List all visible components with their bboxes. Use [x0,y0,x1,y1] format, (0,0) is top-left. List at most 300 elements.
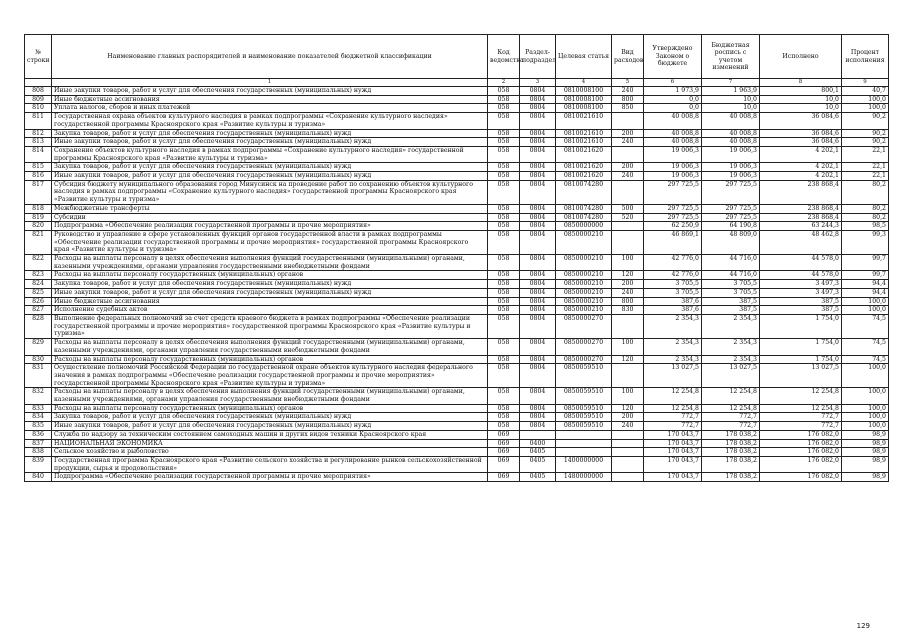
expense-type-cell: 100 [612,255,644,271]
row-number-cell: 827 [25,306,52,315]
section-cell: 0804 [520,404,556,413]
approved-cell: 2 354,3 [644,355,702,364]
header-row-number: № строки [25,35,52,79]
row-number-cell: 813 [25,138,52,147]
row-name-cell: Расходы на выплаты персоналу в целях обеспечения выполнения функций государственными (муниципальными) органами, казенными учреждениями, органами управления государственными внебюджетными фондами [52,255,488,271]
table-row [25,439,889,448]
department-code-cell: 069 [488,473,520,482]
column-number [25,79,52,87]
schedule-cell: 13 027,5 [702,364,760,388]
department-code-cell: 058 [488,364,520,388]
executed-cell: 772,7 [760,422,842,431]
approved-cell: 297 725,5 [644,204,702,213]
approved-cell: 12 254,8 [644,388,702,404]
executed-cell: 44 578,0 [760,255,842,271]
target-article-cell: 0850000270 [556,314,612,338]
schedule-cell: 2 354,3 [702,314,760,338]
target-article-cell: 0810074280 [556,213,612,222]
section-cell: 0804 [520,113,556,129]
row-name-cell: Закупка товаров, работ и услуг для обеспечения государственных (муниципальных) нужд [52,280,488,289]
row-number-cell: 809 [25,95,52,104]
department-code-cell: 058 [488,95,520,104]
percent-cell: 22,1 [842,172,889,181]
header-section: Раздел-подраздел [520,35,556,79]
row-number-cell: 832 [25,388,52,404]
target-article-cell: 0810021610 [556,138,612,147]
executed-cell: 238 868,4 [760,204,842,213]
expense-type-cell [612,448,644,457]
row-name-cell: Иные закупки товаров, работ и услуг для обеспечения государственных (муниципальных) нужд [52,87,488,96]
row-name-cell: Государственная охрана объектов культурного наследия в рамках подпрограммы «Сохранение культурного наследия» государственной программы Красноярского края «Развитие культуры и туризма» [52,113,488,129]
percent-cell: 98,9 [842,430,889,439]
row-name-cell: Сохранение объектов культурного наследия в рамках подпрограммы «Сохранение культурного наследия» государственной программы Красноярского края «Развитие культуры и туризма» [52,146,488,162]
executed-cell: 12 254,8 [760,404,842,413]
row-number-cell: 840 [25,473,52,482]
row-name-cell: Подпрограмма «Обеспечение реализации государственной программы и прочие мероприятия» [52,222,488,231]
budget-execution-table [24,34,889,482]
target-article-cell [556,430,612,439]
column-number: 1 [52,79,488,87]
expense-type-cell: 240 [612,138,644,147]
section-cell [520,430,556,439]
department-code-cell: 058 [488,230,520,254]
target-article-cell: 0850000210 [556,230,612,254]
department-code-cell: 058 [488,388,520,404]
row-number-cell: 814 [25,146,52,162]
section-cell: 0804 [520,222,556,231]
expense-type-cell [612,439,644,448]
schedule-cell: 10,0 [702,95,760,104]
row-name-cell: Иные закупки товаров, работ и услуг для обеспечения государственных (муниципальных) нужд [52,138,488,147]
table-row [25,255,889,271]
section-cell: 0804 [520,146,556,162]
department-code-cell: 058 [488,306,520,315]
target-article-cell: 0850059510 [556,413,612,422]
table-row [25,163,889,172]
row-number-cell: 839 [25,456,52,472]
department-code-cell: 058 [488,129,520,138]
executed-cell: 176 082,0 [760,448,842,457]
approved-cell: 2 354,3 [644,314,702,338]
expense-type-cell: 200 [612,129,644,138]
section-cell: 0400 [520,439,556,448]
target-article-cell [556,448,612,457]
percent-cell: 74,5 [842,314,889,338]
row-number-cell: 808 [25,87,52,96]
schedule-cell: 40 008,8 [702,129,760,138]
expense-type-cell: 830 [612,306,644,315]
section-cell: 0804 [520,163,556,172]
row-name-cell: Осуществление полномочий Российской Федерации по государственной охране объектов культурного наследия федерального значения в рамках подпрограммы «Обеспечение реализации государственной программы и прочие мероприятия» государственной программы Красноярского края «Развитие культуры и туризма» [52,364,488,388]
executed-cell: 176 082,0 [760,439,842,448]
target-article-cell: 0810021620 [556,146,612,162]
expense-type-cell: 120 [612,271,644,280]
section-cell: 0804 [520,230,556,254]
percent-cell: 74,5 [842,355,889,364]
schedule-cell: 178 038,2 [702,439,760,448]
section-cell: 0804 [520,314,556,338]
department-code-cell: 058 [488,113,520,129]
header-percent: Процент исполнения [842,35,889,79]
row-name-cell: Служба по надзору за техническим состоянием самоходных машин и других видов техники Красноярского края [52,430,488,439]
column-number: 2 [488,79,520,87]
row-number-cell: 815 [25,163,52,172]
target-article-cell: 0850000270 [556,355,612,364]
row-number-cell: 818 [25,204,52,213]
approved-cell: 46 869,1 [644,230,702,254]
table-row [25,222,889,231]
percent-cell: 100,0 [842,388,889,404]
percent-cell: 90,2 [842,129,889,138]
row-number-cell: 817 [25,180,52,204]
target-article-cell: 0810008100 [556,95,612,104]
table-row [25,456,889,472]
executed-cell: 1 754,0 [760,314,842,338]
page-number: 129 [856,622,870,630]
header-department-code: Код ведомства [488,35,520,79]
table-row [25,306,889,315]
section-cell: 0804 [520,104,556,113]
section-cell: 0405 [520,448,556,457]
executed-cell: 36 084,6 [760,113,842,129]
schedule-cell: 19 006,3 [702,172,760,181]
table-row [25,146,889,162]
target-article-cell [556,439,612,448]
approved-cell: 12 254,8 [644,404,702,413]
row-name-cell: Расходы на выплаты персоналу в целях обеспечения выполнения функций государственными (муниципальными) органами, казенными учреждениями, органами управления государственными внебюджетными фондами [52,339,488,355]
executed-cell: 44 578,0 [760,271,842,280]
header-approved: Утверждено Законом о бюджете [644,35,702,79]
expense-type-cell [612,222,644,231]
percent-cell: 94,4 [842,288,889,297]
table-row [25,271,889,280]
section-cell: 0804 [520,280,556,289]
department-code-cell: 058 [488,213,520,222]
percent-cell: 90,2 [842,113,889,129]
department-code-cell: 069 [488,456,520,472]
section-cell: 0804 [520,355,556,364]
row-name-cell: Сельское хозяйство и рыболовство [52,448,488,457]
row-name-cell: Исполнение судебных актов [52,306,488,315]
row-number-cell: 816 [25,172,52,181]
expense-type-cell [612,456,644,472]
percent-cell: 22,1 [842,146,889,162]
approved-cell: 19 006,3 [644,172,702,181]
department-code-cell: 058 [488,271,520,280]
expense-type-cell [612,430,644,439]
row-name-cell: Иные бюджетные ассигнования [52,297,488,306]
table-row [25,172,889,181]
department-code-cell: 058 [488,297,520,306]
department-code-cell: 058 [488,180,520,204]
target-article-cell: 0850000210 [556,288,612,297]
expense-type-cell: 240 [612,422,644,431]
section-cell: 0804 [520,213,556,222]
row-name-cell: Межбюджетные трансферты [52,204,488,213]
table-body [25,87,889,482]
row-name-cell: Уплата налогов, сборов и иных платежей [52,104,488,113]
approved-cell: 2 354,3 [644,339,702,355]
table-row [25,297,889,306]
percent-cell: 100,0 [842,422,889,431]
executed-cell: 10,0 [760,95,842,104]
schedule-cell: 297 725,5 [702,213,760,222]
approved-cell: 40 008,8 [644,138,702,147]
header-expense-type: Вид расходов [612,35,644,79]
target-article-cell: 0810021620 [556,172,612,181]
executed-cell: 36 084,6 [760,138,842,147]
approved-cell: 170 043,7 [644,448,702,457]
expense-type-cell [612,473,644,482]
section-cell: 0804 [520,87,556,96]
table-row [25,339,889,355]
schedule-cell: 44 716,0 [702,255,760,271]
schedule-cell: 178 038,2 [702,473,760,482]
target-article-cell: 1480000000 [556,473,612,482]
approved-cell: 42 776,0 [644,271,702,280]
section-cell: 0804 [520,180,556,204]
row-name-cell: Подпрограмма «Обеспечение реализации государственной программы и прочие мероприятия» [52,473,488,482]
target-article-cell: 0850059510 [556,422,612,431]
department-code-cell: 058 [488,204,520,213]
executed-cell: 3 497,3 [760,288,842,297]
expense-type-cell [612,314,644,338]
approved-cell: 40 008,8 [644,129,702,138]
table-row [25,180,889,204]
approved-cell: 0,0 [644,95,702,104]
executed-cell: 4 202,1 [760,172,842,181]
schedule-cell: 1 963,9 [702,87,760,96]
row-number-cell: 838 [25,448,52,457]
approved-cell: 0,0 [644,104,702,113]
target-article-cell: 0810008100 [556,104,612,113]
expense-type-cell: 800 [612,297,644,306]
expense-type-cell: 120 [612,355,644,364]
schedule-cell: 297 725,5 [702,180,760,204]
section-cell: 0804 [520,255,556,271]
target-article-cell: 0850000210 [556,255,612,271]
percent-cell: 74,5 [842,339,889,355]
row-number-cell: 824 [25,280,52,289]
percent-cell: 99,7 [842,271,889,280]
department-code-cell: 058 [488,146,520,162]
percent-cell: 100,0 [842,413,889,422]
expense-type-cell: 520 [612,213,644,222]
expense-type-cell: 800 [612,95,644,104]
executed-cell: 772,7 [760,413,842,422]
section-cell: 0804 [520,364,556,388]
expense-type-cell [612,230,644,254]
approved-cell: 297 725,5 [644,213,702,222]
executed-cell: 387,5 [760,306,842,315]
row-name-cell: Иные закупки товаров, работ и услуг для обеспечения государственных (муниципальных) нужд [52,422,488,431]
schedule-cell: 40 008,8 [702,113,760,129]
schedule-cell: 178 038,2 [702,430,760,439]
executed-cell: 387,5 [760,297,842,306]
approved-cell: 19 006,3 [644,146,702,162]
percent-cell: 100,0 [842,104,889,113]
percent-cell: 100,0 [842,95,889,104]
expense-type-cell: 500 [612,204,644,213]
expense-type-cell: 100 [612,339,644,355]
target-article-cell: 0810021620 [556,163,612,172]
department-code-cell: 058 [488,422,520,431]
section-cell: 0804 [520,339,556,355]
executed-cell: 176 082,0 [760,473,842,482]
row-name-cell: Иные закупки товаров, работ и услуг для обеспечения государственных (муниципальных) нужд [52,172,488,181]
table-row [25,280,889,289]
table-row [25,230,889,254]
section-cell: 0804 [520,413,556,422]
schedule-cell: 297 725,5 [702,204,760,213]
department-code-cell: 058 [488,288,520,297]
section-cell: 0804 [520,138,556,147]
table-row [25,355,889,364]
schedule-cell: 64 190,8 [702,222,760,231]
department-code-cell: 058 [488,404,520,413]
target-article-cell: 0810074280 [556,180,612,204]
row-name-cell: Расходы на выплаты персоналу в целях обеспечения выполнения функций государственными (муниципальными) органами, казенными учреждениями, органами управления государственными внебюджетными фондами [52,388,488,404]
schedule-cell: 3 705,5 [702,288,760,297]
percent-cell: 98,9 [842,473,889,482]
row-number-cell: 834 [25,413,52,422]
percent-cell: 99,7 [842,255,889,271]
schedule-cell: 10,0 [702,104,760,113]
percent-cell: 94,4 [842,280,889,289]
row-number-cell: 829 [25,339,52,355]
section-cell: 0804 [520,129,556,138]
schedule-cell: 48 809,0 [702,230,760,254]
section-cell: 0804 [520,388,556,404]
column-number-row [25,79,889,87]
target-article-cell: 0850000000 [556,222,612,231]
row-number-cell: 823 [25,271,52,280]
header-target-article: Целевая статья [556,35,612,79]
row-name-cell: Иные закупки товаров, работ и услуг для обеспечения государственных (муниципальных) нужд [52,288,488,297]
executed-cell: 48 462,8 [760,230,842,254]
percent-cell: 100,0 [842,404,889,413]
schedule-cell: 387,5 [702,297,760,306]
table-row [25,138,889,147]
approved-cell: 170 043,7 [644,473,702,482]
department-code-cell: 058 [488,280,520,289]
column-number: 6 [644,79,702,87]
target-article-cell: 0850000210 [556,306,612,315]
table-row [25,104,889,113]
department-code-cell: 058 [488,355,520,364]
table-row [25,95,889,104]
header-executed: Исполнено [760,35,842,79]
percent-cell: 80,2 [842,213,889,222]
row-name-cell: Иные бюджетные ассигнования [52,95,488,104]
row-number-cell: 830 [25,355,52,364]
schedule-cell: 178 038,2 [702,448,760,457]
target-article-cell: 1400000000 [556,456,612,472]
row-number-cell: 811 [25,113,52,129]
table-row [25,388,889,404]
row-name-cell: Выполнение федеральных полномочий за счет средств краевого бюджета в рамках подпрограммы «Обеспечение реализации государственной программы и прочие мероприятия» государственной программы Красноярского края «Развитие культуры и туризма» [52,314,488,338]
expense-type-cell: 200 [612,280,644,289]
expense-type-cell: 850 [612,104,644,113]
table-row [25,204,889,213]
executed-cell: 36 084,6 [760,129,842,138]
percent-cell: 80,2 [842,204,889,213]
table-row [25,213,889,222]
row-name-cell: Расходы на выплаты персоналу государственных (муниципальных) органов [52,404,488,413]
executed-cell: 12 254,8 [760,388,842,404]
percent-cell: 98,9 [842,448,889,457]
schedule-cell: 387,5 [702,306,760,315]
schedule-cell: 178 038,2 [702,456,760,472]
approved-cell: 170 043,7 [644,456,702,472]
approved-cell: 772,7 [644,413,702,422]
row-number-cell: 833 [25,404,52,413]
approved-cell: 19 006,3 [644,163,702,172]
target-article-cell: 0810021610 [556,129,612,138]
expense-type-cell: 240 [612,172,644,181]
section-cell: 0804 [520,297,556,306]
percent-cell: 80,2 [842,180,889,204]
schedule-cell: 772,7 [702,422,760,431]
table-row [25,113,889,129]
column-number: 9 [842,79,889,87]
row-number-cell: 837 [25,439,52,448]
percent-cell: 100,0 [842,297,889,306]
expense-type-cell: 240 [612,288,644,297]
table-row [25,422,889,431]
row-number-cell: 812 [25,129,52,138]
row-number-cell: 810 [25,104,52,113]
executed-cell: 63 244,3 [760,222,842,231]
table-row [25,473,889,482]
table-header-row [25,35,889,79]
target-article-cell: 0850000210 [556,271,612,280]
row-name-cell: Государственная программа Красноярского края «Развитие сельского хозяйства и регулирование рынков сельскохозяйственной продукции, сырья и продовольствия» [52,456,488,472]
department-code-cell: 069 [488,439,520,448]
department-code-cell: 058 [488,413,520,422]
executed-cell: 238 868,4 [760,180,842,204]
approved-cell: 1 973,9 [644,87,702,96]
row-number-cell: 821 [25,230,52,254]
table-row [25,129,889,138]
column-number: 5 [612,79,644,87]
table-row [25,364,889,388]
percent-cell: 40,7 [842,87,889,96]
header-schedule: Бюджетная роспись с учетом изменений [702,35,760,79]
expense-type-cell: 100 [612,388,644,404]
expense-type-cell [612,364,644,388]
approved-cell: 387,6 [644,306,702,315]
section-cell: 0804 [520,172,556,181]
department-code-cell: 058 [488,314,520,338]
percent-cell: 22,1 [842,163,889,172]
expense-type-cell [612,146,644,162]
percent-cell: 100,0 [842,364,889,388]
schedule-cell: 2 354,3 [702,339,760,355]
executed-cell: 1 754,0 [760,355,842,364]
department-code-cell: 069 [488,430,520,439]
row-number-cell: 825 [25,288,52,297]
column-number: 3 [520,79,556,87]
table-row [25,87,889,96]
department-code-cell: 058 [488,104,520,113]
table-row [25,404,889,413]
section-cell: 0804 [520,204,556,213]
approved-cell: 387,6 [644,297,702,306]
row-number-cell: 828 [25,314,52,338]
section-cell: 0804 [520,422,556,431]
row-name-cell: Субсидии [52,213,488,222]
